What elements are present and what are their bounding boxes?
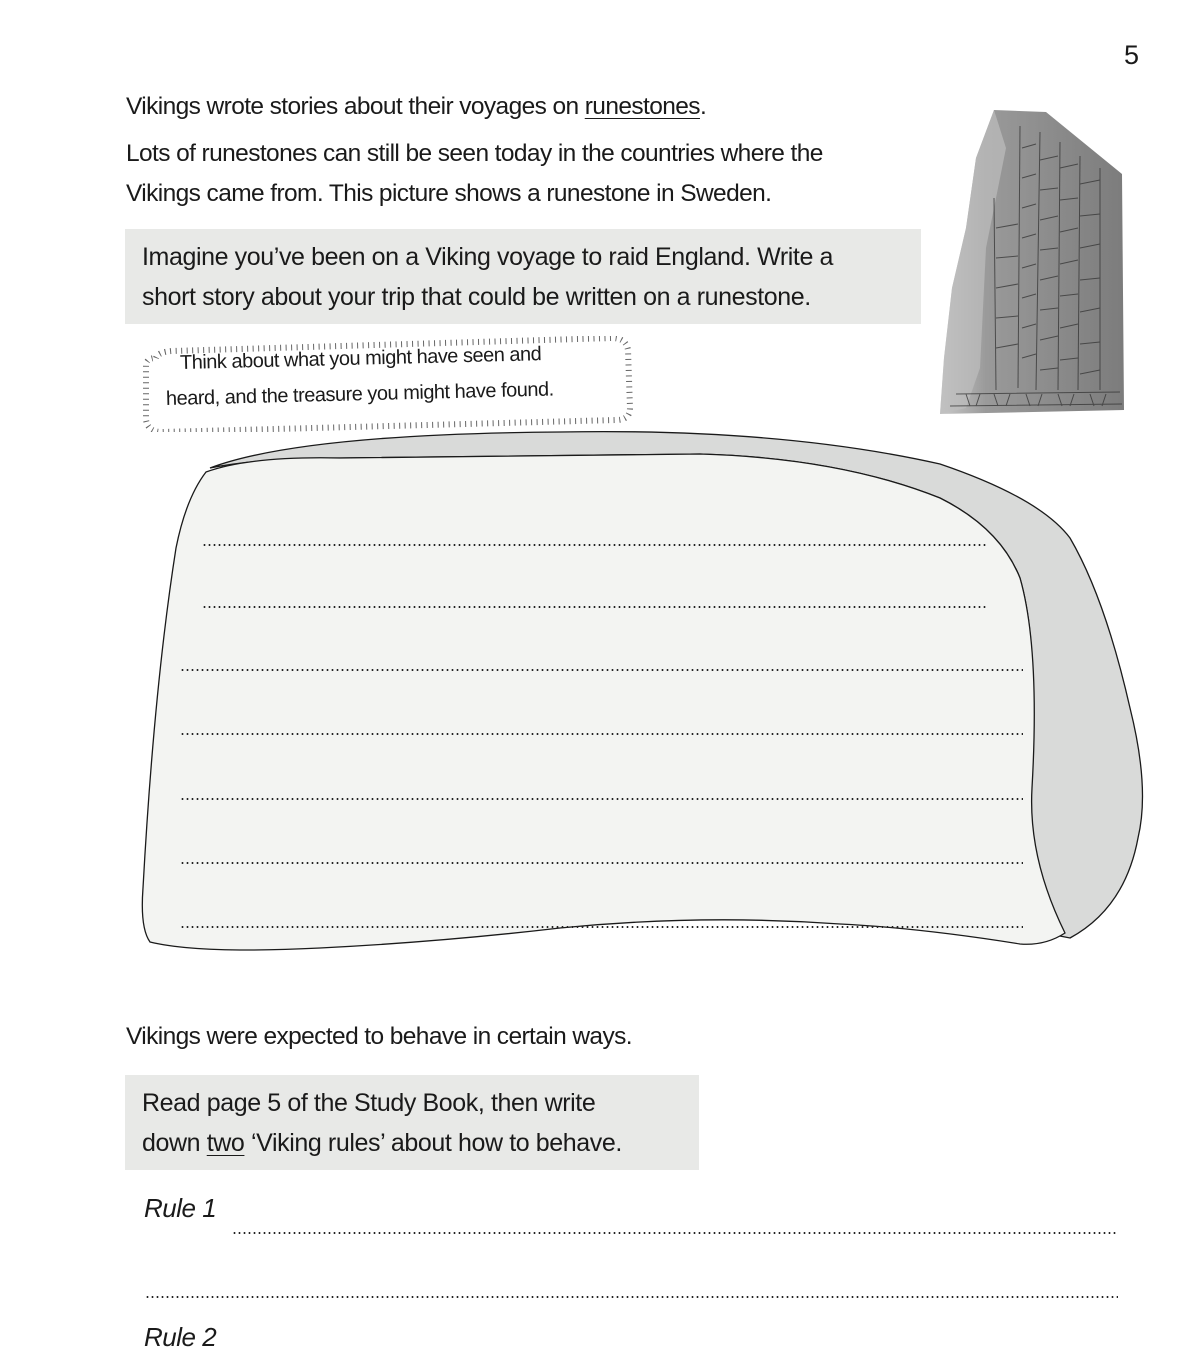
task-text: down <box>142 1129 207 1157</box>
runestone-photo <box>936 108 1128 418</box>
story-line-4[interactable] <box>180 733 1023 735</box>
rule-2-label: Rule 2 <box>144 1322 217 1352</box>
story-line-6[interactable] <box>180 862 1023 864</box>
two-underlined: two <box>206 1129 245 1157</box>
intro-line-3: Vikings came from. This picture shows a runestone in Sweden. <box>126 180 772 207</box>
rules-task-line-2 <box>142 1123 699 1163</box>
runestone-shape-icon <box>140 428 1150 968</box>
intro-line-1 <box>126 87 706 127</box>
rule-1-line-2[interactable] <box>145 1296 1118 1298</box>
hint-line-2: heard, and the treasure you might have found. <box>165 378 554 410</box>
intro-period: . <box>699 93 707 120</box>
rule-1-line-1[interactable] <box>232 1232 1118 1234</box>
task-text: ‘Viking rules’ about how to behave. <box>244 1129 622 1157</box>
intro-text: Vikings wrote stories about their voyages on <box>126 93 585 120</box>
story-task-box <box>125 229 921 324</box>
story-line-1[interactable] <box>202 544 986 546</box>
story-line-3[interactable] <box>180 669 1023 671</box>
task-line-2: short story about your trip that could be written on a runestone. <box>142 283 811 311</box>
rule-1-label: Rule 1 <box>144 1193 217 1223</box>
page-number: 5 <box>1124 40 1140 70</box>
runestones-underlined: runestones <box>584 93 700 120</box>
runestone-writing-area[interactable] <box>140 428 1150 968</box>
story-line-5[interactable] <box>180 798 1023 800</box>
runestone-image-icon <box>936 108 1128 418</box>
hint-line-1: Think about what you might have seen and <box>179 343 542 374</box>
story-line-7[interactable] <box>180 926 1023 928</box>
hint-bubble <box>142 336 634 432</box>
story-line-2[interactable] <box>202 606 986 608</box>
intro-line-2: Lots of runestones can still be seen today in the countries where the <box>126 140 823 167</box>
task-line-1: Imagine you’ve been on a Viking voyage to raid England. Write a <box>142 243 833 271</box>
rules-task-box <box>125 1075 699 1170</box>
section2-intro: Vikings were expected to behave in certain ways. <box>126 1023 632 1050</box>
rules-task-line-1: Read page 5 of the Study Book, then write <box>142 1089 596 1117</box>
